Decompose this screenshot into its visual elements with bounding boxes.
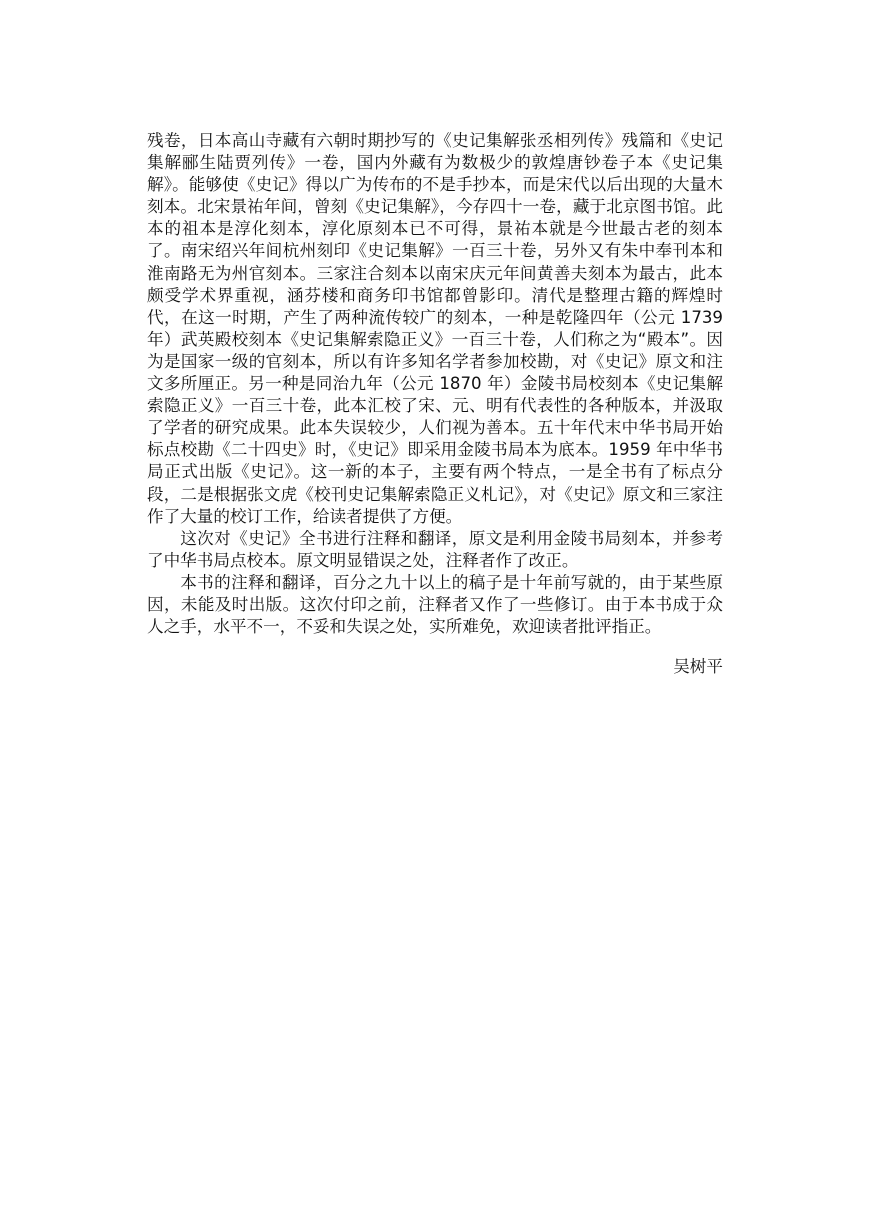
author-signature: 吴树平 [673, 657, 723, 677]
document-body [147, 130, 723, 678]
paragraph-annotation-translation: 这次对《史记》全书进行注释和翻译，原文是利用金陵书局刻本，并参考了中华书局点校本。原文明显错误之处，注释者作了改正。 [147, 528, 723, 570]
paragraph-continuation: 残卷，日本高山寺藏有六朝时期抄写的《史记集解张丞相列传》残篇和《史记集解郦生陆贾列传》一卷，国内外藏有为数极少的敦煌唐钞卷子本《史记集解》。能够使《史记》得以广为传布的不是手抄本，而是宋代以后出现的大量木刻本。北宋景祐年间，曾刻《史记集解》，今存四十一卷，藏于北京图书馆。此本的祖本是淳化刻本，淳化原刻本已不可得，景祐本就是今世最古老的刻本了。南宋绍兴年间杭州刻印《史记集解》一百三十卷，另外又有朱中奉刊本和淮南路无为州官刻本。三家注合刻本以南宋庆元年间黄善夫刻本为最古，此本颇受学术界重视，涵芬楼和商务印书馆都曾影印。清代是整理古籍的辉煌时代，在这一时期，产生了两种流传较广的刻本，一种是乾隆四年（公元 1739 年）武英殿校刻本《史记集解索隐正义》一百三十卷，人们称之为“殿本”。因为是国家一级的官刻本，所以有许多知名学者参加校勘，对《史记》原文和注文多所厘正。另一种是同治九年（公元 1870 年）金陵书局校刻本《史记集解索隐正义》一百三十卷，此本汇校了宋、元、明有代表性的各种版本，并汲取了学者的研究成果。此本失误较少，人们视为善本。五十年代末中华书局开始标点校勘《二十四史》时，《史记》即采用金陵书局本为底本。1959 年中华书局正式出版《史记》。这一新的本子，主要有两个特点，一是全书有了标点分段，二是根据张文虎《校刊史记集解索隐正义札记》，对《史记》原文和三家注作了大量的校订工作，给读者提供了方便。 [147, 131, 723, 526]
paragraph-revision-note: 本书的注释和翻译，百分之九十以上的稿子是十年前写就的，由于某些原因，未能及时出版。这次付印之前，注释者又作了一些修订。由于本书成于众人之手，水平不一，不妥和失误之处，实所难免，欢迎读者批评指正。 [147, 572, 723, 637]
